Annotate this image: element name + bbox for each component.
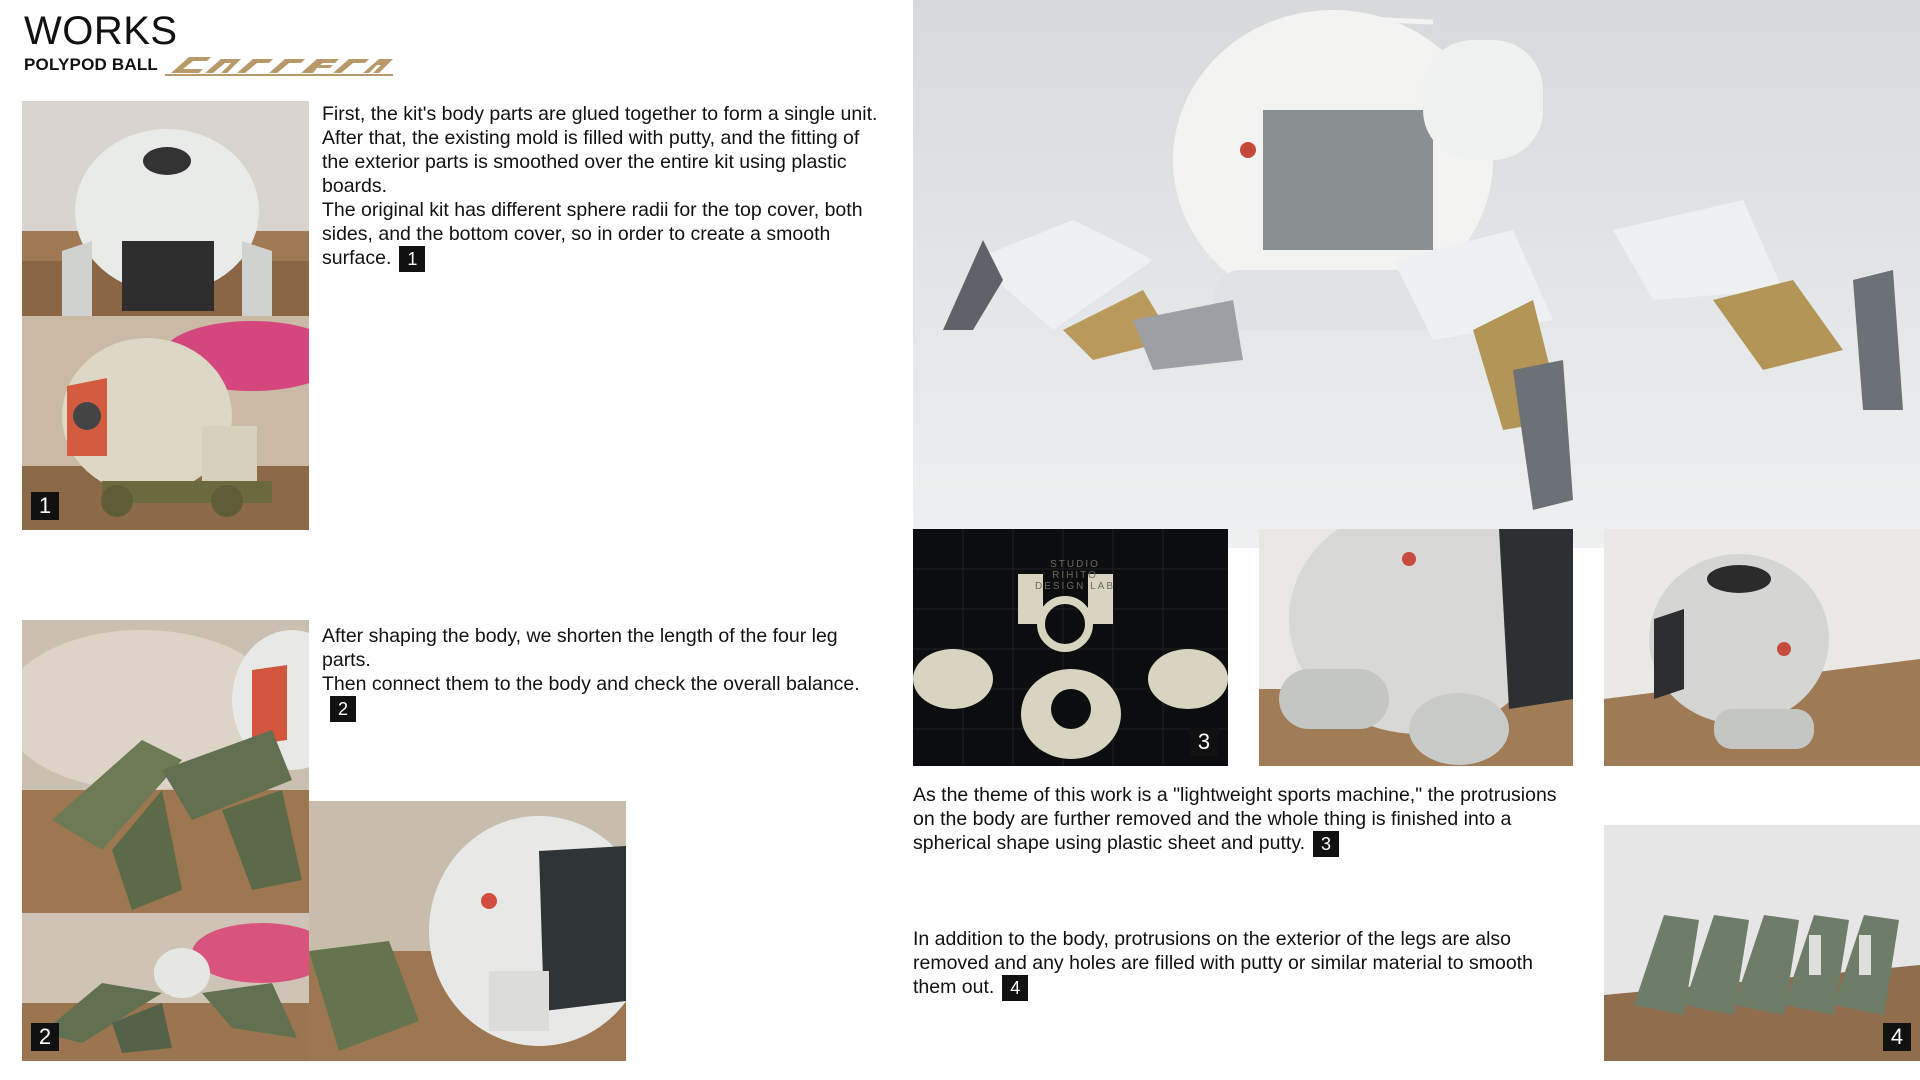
photo-legs-closeup — [22, 620, 309, 913]
studio-watermark-line-2: DESIGN LAB — [1034, 581, 1116, 592]
photo-label-4: 4 — [1883, 1023, 1911, 1051]
product-name: POLYPOD BALL — [24, 55, 159, 74]
photo-finished-model — [913, 0, 1920, 548]
figure-badge-3: 3 — [1313, 831, 1339, 857]
photo-head-closeup — [309, 801, 626, 1061]
section-3-line-1: As the theme of this work is a "lightweight sports machine," the protrusions on the body are further removed and the whole thing is finished into a spherical shape using plastic sheet and putty. — [913, 784, 1557, 855]
photo-label-1: 1 — [31, 492, 59, 520]
photo-sphere-rear — [1604, 529, 1920, 766]
photo-legs-wide — [22, 913, 309, 1061]
figure-badge-4: 4 — [1002, 975, 1028, 1001]
carrera-script-logo-icon — [165, 53, 395, 77]
section-4-line-1: In addition to the body, protrusions on the exterior of the legs are also removed and any holes are filled with putty or similar material to smooth them out. — [913, 928, 1533, 999]
figure-badge-1: 1 — [399, 246, 425, 272]
section-4-text — [913, 927, 1578, 1001]
studio-watermark — [1025, 559, 1125, 592]
section-1-line-3: The original kit has different sphere radii for the top cover, both sides, and the bottom cover, so in order to create a smooth surface. — [322, 199, 863, 270]
photo-parts-layout — [913, 529, 1228, 766]
section-2-line-1: After shaping the body, we shorten the length of the four leg parts. — [322, 625, 838, 671]
photo-label-3: 3 — [1190, 728, 1218, 756]
section-2-line-2: Then connect them to the body and check the overall balance. — [322, 673, 860, 695]
page-title: WORKS — [24, 9, 178, 53]
section-1-text — [322, 102, 882, 272]
section-3-text — [913, 783, 1563, 857]
photo-sphere-side — [1259, 529, 1573, 766]
section-1-line-1: First, the kit's body parts are glued together to form a single unit. — [322, 103, 878, 125]
photo-label-2: 2 — [31, 1023, 59, 1051]
figure-badge-2: 2 — [330, 696, 356, 722]
photo-leg-parts — [1604, 825, 1920, 1061]
section-1-line-2: After that, the existing mold is filled with putty, and the fitting of the exterior parts is smoothed over the entire kit using plastic boards. — [322, 127, 860, 197]
photo-kit-side — [22, 316, 309, 530]
section-2-text — [322, 624, 887, 722]
photo-kit-front — [22, 101, 309, 316]
studio-watermark-line-1: STUDIO RIHITO — [1050, 559, 1100, 581]
